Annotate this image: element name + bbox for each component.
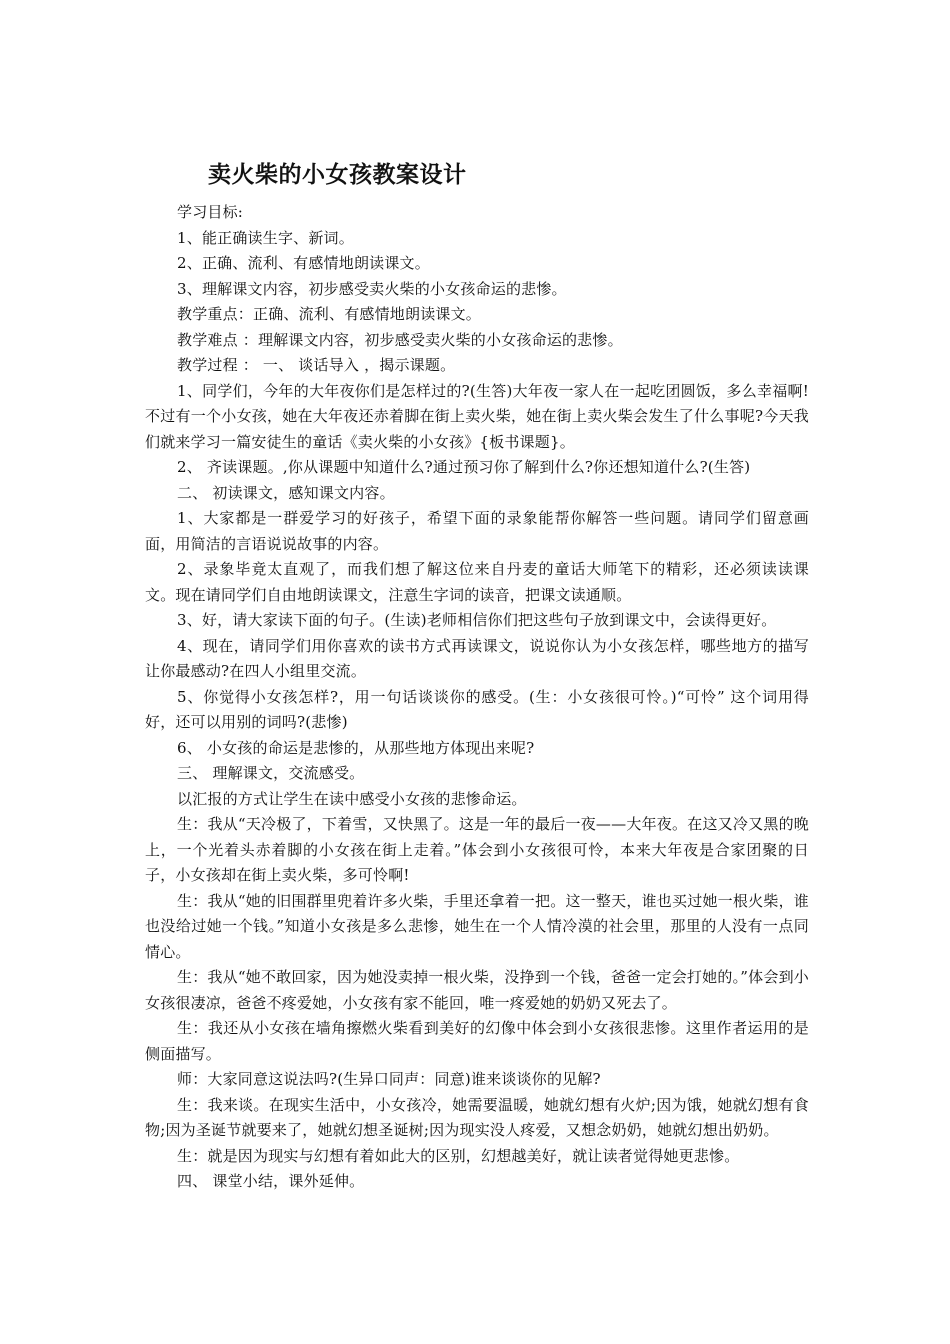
paragraph: 生：就是因为现实与幻想有着如此大的区别，幻想越美好，就让读者觉得她更悲惨。 (177, 1146, 740, 1165)
paragraph: 四、 课堂小结，课外延伸。 (177, 1172, 365, 1190)
paragraph: 以汇报的方式让学生在读中感受小女孩的悲惨命运。 (177, 789, 527, 808)
paragraph: 4、现在，请同学们用你喜欢的读书方式再读课文，说说你认为小女孩怎样，哪些地方的描写让你最感动?在四人小组里交流。 (145, 636, 809, 680)
paragraph: 生：我从“她的旧围群里兜着许多火柴，手里还拿着一把。这一整天，谁也买过她一根火柴，谁也没给过她一个钱。”知道小女孩是多么悲惨，她生在一个人情冷漠的社会里，那里的人没有一点同情心。 (145, 891, 809, 961)
document-title: 卖火柴的小女孩教案设计 (208, 161, 467, 188)
paragraph: 2、录象毕竟太直观了，而我们想了解这位来自丹麦的童话大师笔下的精彩，还必须读读课文。现在请同学们自由地朗读课文，注意生字词的读音，把课文读通顺。 (145, 560, 809, 604)
paragraph: 生：我从“天冷极了，下着雪，又快黑了。这是一年的最后一夜——大年夜。在这又冷又黑的晚上，一个光着头赤着脚的小女孩在街上走着。”体会到小女孩很可怜，本来大年夜是合家团聚的日子，小女孩却在街上卖火柴，多可怜啊! (145, 815, 809, 884)
paragraph: 5、你觉得小女孩怎样?，用一句话谈谈你的感受。(生：小女孩很可怜。)“可怜” 这个词用得好，还可以用别的词吗?(悲惨) (145, 687, 809, 731)
paragraph: 教学重点：正确、流利、有感情地朗读课文。 (177, 305, 482, 323)
document-body (145, 200, 809, 1195)
paragraph: 1、同学们，今年的大年夜你们是怎样过的?(生答)大年夜一家人在一起吃团圆饭，多么幸福啊!不过有一个小女孩，她在大年夜还赤着脚在街上卖火柴，她在街上卖火柴会发生了什么事呢?今天我们就来学习一篇安徒生的童话《卖火柴的小女孩》{板书课题}。 (145, 381, 809, 451)
paragraph: 生：我来谈。在现实生活中，小女孩冷，她需要温暖，她就幻想有火炉;因为饿，她就幻想有食物;因为圣诞节就要来了，她就幻想圣诞树;因为现实没人疼爱，又想念奶奶，她就幻想出奶奶。 (145, 1095, 809, 1139)
paragraph: 生：我从“她不敢回家，因为她没卖掉一根火柴，没挣到一个钱，爸爸一定会打她的。”体会到小女孩很凄凉，爸爸不疼爱她，小女孩有家不能回，唯一疼爱她的奶奶又死去了。 (145, 968, 809, 1012)
paragraph: 6、 小女孩的命运是悲惨的，从那些地方体现出来呢? (177, 738, 535, 757)
paragraph: 2、正确、流利、有感情地朗读课文。 (177, 254, 430, 272)
paragraph: 2、 齐读课题。,你从课题中知道什么?通过预习你了解到什么?你还想知道什么?(生答) (177, 458, 751, 476)
paragraph: 1、能正确读生字、新词。 (177, 228, 354, 247)
paragraph: 生：我还从小女孩在墙角擦燃火柴看到美好的幻像中体会到小女孩很悲惨。这里作者运用的是侧面描写。 (145, 1019, 809, 1063)
paragraph: 三、 理解课文，交流感受。 (177, 764, 365, 782)
paragraph: 二、 初读课文，感知课文内容。 (177, 483, 395, 502)
paragraph: 学习目标: (177, 203, 244, 221)
paragraph: 教学过程 ： 一、 谈话导入 ，揭示课题。 (177, 356, 456, 374)
paragraph: 教学难点 ：理解课文内容，初步感受卖火柴的小女孩命运的悲惨。 (177, 330, 623, 349)
paragraph: 3、理解课文内容，初步感受卖火柴的小女孩命运的悲惨。 (177, 279, 567, 298)
paragraph: 3、好，请大家读下面的句子。(生读)老师相信你们把这些句子放到课文中，会读得更好。 (177, 611, 777, 629)
paragraph: 1、大家都是一群爱学习的好孩子，希望下面的录象能帮你解答一些问题。请同学们留意画面，用简洁的言语说说故事的内容。 (145, 509, 809, 553)
paragraph: 师：大家同意这说法吗?(生异口同声：同意)谁来谈谈你的见解? (177, 1070, 601, 1088)
